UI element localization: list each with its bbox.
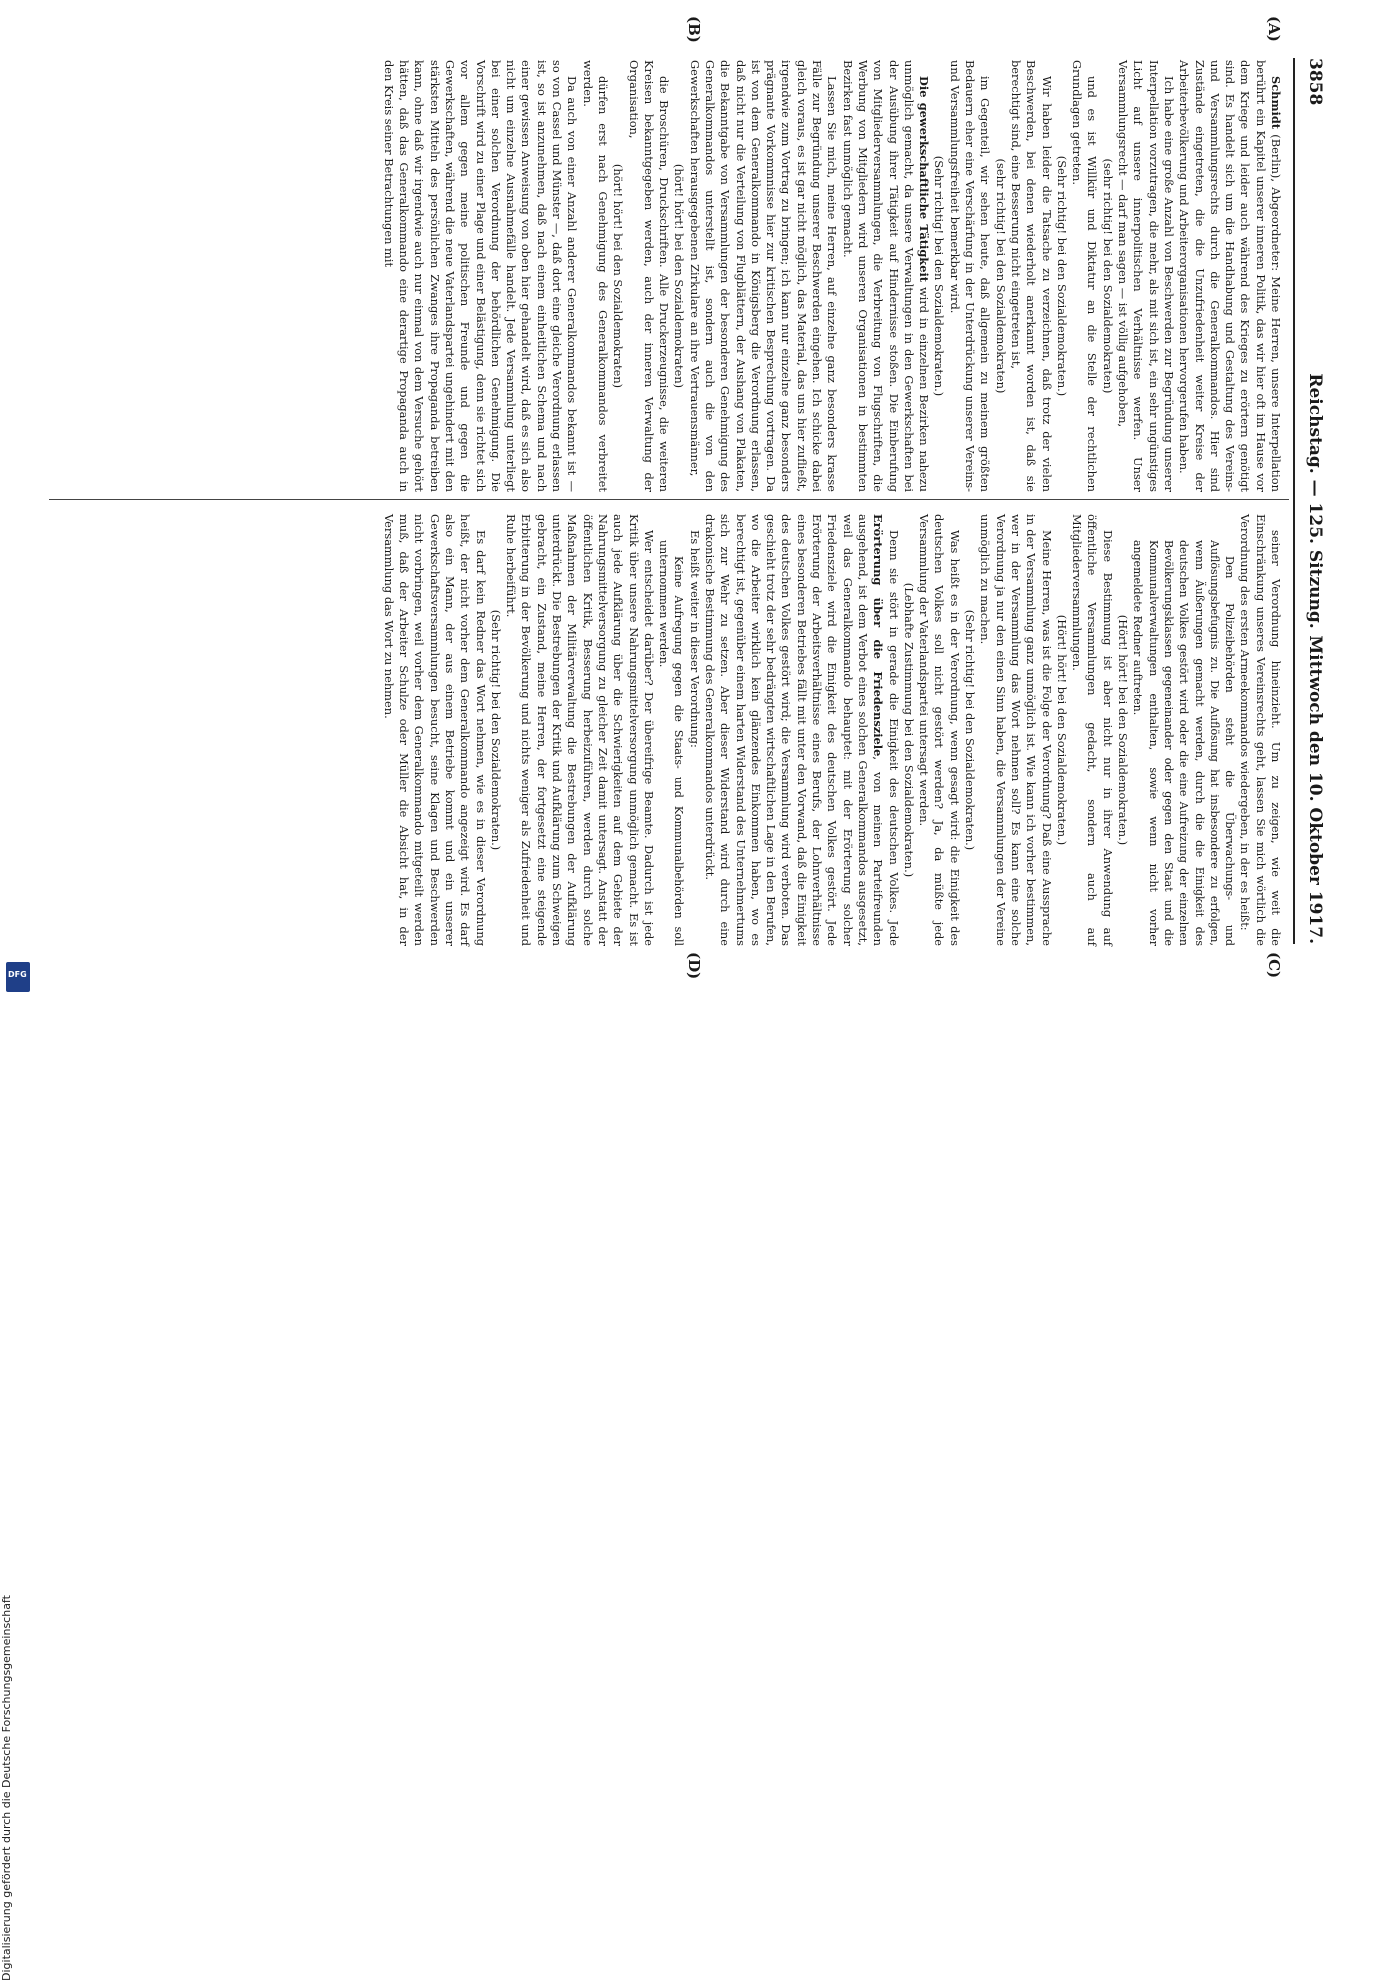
paragraph (702, 514, 901, 946)
paragraph (1069, 514, 1115, 946)
paragraph-text: (Berlin), Abgeordneter: Meine Herren, unsere Interpellation berührt ein Kapitel unserer inneren Politik, das wir hier oft im Hause vor dem Kriege und leider auch während des Krieges zu erörtern genötigt sind. Es handelt sich um die Handhabung und Gestaltung des Vereins- und Versammlungsrechts durch die Generalkommandos. Hier sind Zustände eingetreten, die die Unzufriedenheit weiter Kreise der Arbeiterbevölkerung und Arbeiterorganisationen hervorgerufen haben. (1177, 60, 1283, 492)
reaction-text: (sehr richtig! bei den Sozialdemokraten) (993, 158, 1008, 394)
reaction-text: (Hört! hört! bei den Sozialdemokraten.) (1054, 614, 1069, 846)
header-rule (1293, 58, 1295, 944)
paragraph-text: Lassen Sie mich, meine Herren, auf einzelne ganz besonders krasse Fälle zur Begründung unserer Beschwerden eingehen. Ich schicke dabei gleich voraus, es ist gar nicht möglich, das Material, das uns hier zufließt, irgendwie zum Vortrag zu bringen; ich kann nur einzelne ganz besonders prägnante Vorkommnisse hier zur kritischen Besprechung vortragen. Da ist von dem Generalkommando in Königsberg die Verordnung erlassen, daß nicht nur die Verteilung von Flugblättern, der Aushang von Plakaten, die Bekanntgabe von Versammlungen der besonderen Genehmigung des Generalkommandos unterstellt ist, sondern auch die von den Gewerkschaften herausgegebenen Zirkulare an ihre Vertrauensmänner, (687, 60, 840, 492)
rotated-document (25, 0, 1355, 1000)
reaction-text: (Sehr richtig! bei den Sozialdemokraten.) (963, 609, 978, 851)
text-column-left (48, 60, 1283, 492)
column-divider (49, 499, 1289, 500)
margin-marker-b: (B) (685, 16, 703, 43)
paragraph-text: seiner Verordnung hineinzieht. Um zu zeigen, wie weit die Einschränkung unseres Vereinsrechts geht, lassen Sie mich wörtlich die Verordnung des ersten Armeekommandos wiedergeben, in der es heißt: (1238, 514, 1283, 946)
paragraph (686, 514, 701, 946)
quoted-ordinance: Den Polizeibehörden steht die Überwachungs- und Auflösungsbefugnis zu. Die Auflösung hat insbesondere zu erfolgen, wenn Äußerungen gemacht werden, durch die die Einigkeit des deutschen Volkes gestört wird oder die eine Aufreizung der einzelnen Bevölkerungsklassen gegeneinander oder gegen den Staat und die Kommunalverwaltungen enthalten, sowie wenn nicht vorher angemeldete Redner auftreten. (1131, 540, 1237, 946)
paragraph (1237, 514, 1283, 946)
paragraph-text: Denn sie stört in gerade die Einigkeit des deutschen Volkes. Jede (886, 530, 901, 946)
paragraph-text: und es ist Willkür und Diktatur an die Stelle der rechtlichen Grundlagen getreten. (1070, 60, 1100, 492)
paragraph-text: Da auch von einer Anzahl anderer Generalkommandos bekannt ist — so von Cassel und Münster —, daß dort eine gleiche Verordnung erlassen ist, so ist anzunehmen, daß nach einem einheitlichen Schema und nach einer gewissen Anweisung von oben hier gehandelt wird, daß es sich also nicht um einzelne Ausnahmefälle handelt. Jede Versammlung unterliegt bei einer solchen Verordnung der behördlichen Genehmigung. Die Vorschrift wird zu einer Plage und einer Belästigung, denn sie richtet sich vor allem gegen meine politischen Freunde und gegen die Gewerkschaften, während die neue Vaterlandspartei ungehindert mit den stärksten Mitteln des persönlichen Zwanges ihre Propaganda betreiben kann, ohne daß wir irgendwie auch nur einmal von dem Versuche gehört hätten, daß das Generalkommando eine derartige Propaganda auch in den Kreis seiner Betrachtungen mit (381, 60, 580, 492)
paragraph-text: Diese Bestimmung ist aber nicht nur in ihrer Anwendung auf öffentliche Versammlungen gedacht, sondern auch auf Mitgliederversammlungen. (1070, 514, 1115, 946)
paragraph (1115, 60, 1176, 492)
reaction-text: (sehr richtig! bei den Sozialdemokraten) (1100, 158, 1115, 394)
paragraph-text: wird in einzelnen Bezirken nahezu unmöglich gemacht, da unsere Verwaltungen in den Gewerkschaften bei der Ausübung ihrer Tätigkeit auf Hindernisse stoßen. Die Einberufung von Mitgliederversammlungen, die Verbreitung von Flugschriften, die Werbung von Mitgliedern wird unseren Organisationen in bestimmten Bezirken fast unmöglich gemacht. (840, 60, 932, 493)
paragraph (625, 60, 671, 492)
reaction-text: (hört! hört! bei den Sozialdemokraten) (672, 163, 687, 389)
dfg-logo (6, 962, 30, 992)
paragraph (503, 514, 656, 946)
speaker-name: Schmidt (1269, 76, 1283, 130)
reaction-text: (Hört! hört! bei den Sozialdemokraten.) (1116, 614, 1131, 846)
margin-marker-c: (C) (1265, 952, 1283, 979)
reaction-text: (Lebhafte Zustimmung bei den Sozialdemokraten.) (901, 582, 916, 878)
dfg-logo-text: DFG (8, 970, 27, 979)
paragraph (946, 60, 992, 492)
paragraph-text: Es darf kein Redner das Wort nehmen, wie es in dieser Verordnung heißt, der nicht vorher dem Generalkommando angezeigt wird. Es darf also ein Mann, der aus einem Betriebe kommt und ein unserer Gewerkschaftsversammlungen besucht, seine Klagen und Beschwerden nicht vorbringen, weil vorher dem Generalkommando mitgeteilt werden muß, daß der Arbeiter Schulze oder Müller die Absicht hat, in der Versammlung das Wort zu nehmen. (381, 514, 488, 946)
paragraph (686, 60, 839, 492)
paragraph (916, 514, 962, 946)
emphasized-term: Erörterung über die Friedensziele (871, 514, 886, 757)
paragraph (1008, 60, 1054, 492)
paragraph-text: dürfen erst nach Genehmigung des Generalkommandos verbreitet werden. (580, 60, 610, 492)
reaction-text: (hört! hört! bei den Sozialdemokraten) (611, 163, 626, 389)
reaction-text: (Sehr richtig! bei den Sozialdemokraten.) (488, 609, 503, 851)
paragraph-text: Ich habe eine große Anzahl von Beschwerden zur Begründung unserer Interpellation vorzutragen, die mehr, als mit sich ist, ein sehr ungünstiges Licht auf unsere innerpolitischen Verhältnisse werfen. Unser Versammlungsrecht — darf man sagen — ist völlig aufgehoben, (1116, 60, 1176, 492)
paragraph-text: , von meinen Parteifreunden ausgehend, ist dem Verbot eines solchen Generalkommandos ausgesetzt, weil das Generalkommando behauptet: mit der Erörterung solcher Friedensziele wird die Einigkeit des deutschen Volkes gestört. Jede Erörterung der Arbeitsverhältnisse eines Berufs, der Lohnverhältnisse eines besonderen Betriebes fällt mit unter den Vorwand, daß die Einigkeit des deutschen Volkes gestört wird; die Versammlung wird verboten. Das geschieht trotz der sehr bedrängten wirtschaftlichen Lage in den Berufen, wo die Arbeiter wirklich kein glänzendes Einkommen haben, wo es berechtigt ist, gegenüber einem harten Widerstand des Unternehmertums sich zur Wehr zu setzen. Aber dieser Widerstand wird durch eine drakonische Bestimmung des Generalkommandos unterdrückt. (703, 514, 886, 946)
paragraph (579, 60, 610, 492)
page-header (1297, 58, 1331, 944)
quoted-ordinance: Keine Aufregung gegen die Staats- und Kommunalbehörden soll unternommen werden. (657, 540, 686, 946)
emphasized-term: Die gewerkschaftliche Tätigkeit (917, 76, 932, 283)
paragraph-text: im Gegenteil, wir sehen heute, daß allgemein zu meinem größten Bedauern eher eine Verschärfung in der Unterdrückung unserer Vereins- und Versammlungsfreiheit bemerkbar wird. (947, 60, 993, 492)
reaction-text: (Sehr richtig! bei den Sozialdemokraten.) (932, 155, 947, 397)
paragraph-text: Wer entscheidet darüber? Der übereifrige Beamte. Dadurch ist jede Kritik über unsere Nahrungsmittelversorgung unmöglich gemacht. Es ist auch jede Aufklärung über die Schwierigkeiten auf dem Gebiete der Nahrungsmittelversorgung zu gleicher Zeit damit untersagt. Anstatt der öffentlichen Kritik, Besserung herbeizuführen, werden durch solche Maßnahmen der Militärverwaltung die Bestrebungen der Aufklärung unterdrückt. Die Bestrebungen der Kritik und Aufklärung zum Schweigen gebracht, ein Zustand, meine Herren, der fortgesetzt eine steigende Erbitterung in der Bevölkerung und nichts weniger als Zufriedenheit und Ruhe herbeiführt. (504, 514, 656, 946)
reaction-text: (Sehr richtig! bei den Sozialdemokraten.) (1054, 155, 1069, 397)
paragraph-text: Es heißt weiter in dieser Verordnung: (687, 530, 702, 748)
page-number: 3858 (1305, 58, 1325, 106)
session-title: Reichstag. — 125. Sitzung. (1305, 373, 1325, 629)
paragraph (380, 514, 487, 946)
paragraph-text: Wir haben leider die Tatsache zu verzeichnen, daß trotz der vielen Beschwerden, bei denen wiederholt anerkannt worden ist, daß sie berechtigt sind, eine Besserung nicht eingetreten ist, (1008, 60, 1054, 492)
margin-marker-a: (A) (1265, 16, 1283, 42)
paragraph-text: Meine Herren, was ist die Folge der Verordnung? Daß eine Aussprache in der Versammlung ganz unmöglich ist. Wie kann ich vorher bestimmen, wer in der Versammlung das Wort nehmen soll? Es kann eine solche Verordnung ja nur den einen Sinn haben, die Versammlungen der Vereine unmöglich zu machen. (978, 514, 1054, 946)
session-date: Mittwoch den 10. Oktober 1917. (1305, 635, 1325, 944)
paragraph (1069, 60, 1100, 492)
digitization-note: Digitalisierung gefördert durch die Deutsche Forschungsgemeinschaft (0, 1595, 13, 1981)
paragraph-text: die Broschüren, Druckschriften. Alle Druckerzeugnisse, die weiteren Kreisen bekanntgegeben werden, auch der inneren Verwaltung der Organisation, (626, 60, 672, 492)
paragraph-text: Was heißt es in der Verordnung, wenn gesagt wird: die Einigkeit des deutschen Volkes soll nicht gestört werden? Ja, da müßte jede Versammlung der Vaterlandspartei untersagt werden. (917, 514, 962, 946)
paragraph (839, 60, 931, 492)
paragraph (1176, 60, 1283, 492)
margin-marker-d: (D) (685, 952, 703, 980)
paragraph (380, 60, 579, 492)
paragraph (977, 514, 1053, 946)
text-column-right (48, 514, 1283, 946)
